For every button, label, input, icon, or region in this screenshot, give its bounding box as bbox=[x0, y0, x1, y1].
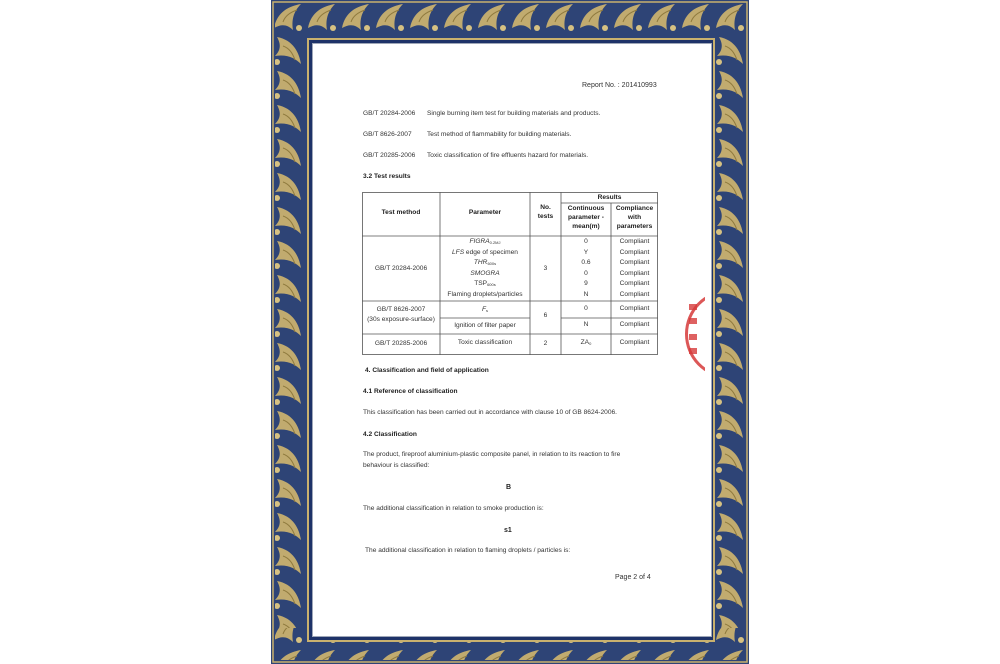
compliance-cell: Compliant bbox=[619, 248, 650, 256]
number-of-tests: 6 bbox=[543, 312, 548, 319]
parameter-cell: LFS edge of specimen bbox=[452, 248, 518, 256]
compliance-cell: Compliant bbox=[619, 305, 650, 312]
value-cell: N bbox=[583, 321, 589, 328]
reference-title: Single burning item test for building materials and products. bbox=[427, 110, 601, 117]
compliance-cell: Compliant bbox=[619, 321, 650, 328]
paragraph: behaviour is classified: bbox=[363, 462, 430, 469]
header-no: No. bbox=[540, 204, 551, 211]
official-seal bbox=[685, 290, 705, 372]
reference-code: GB/T 20284-2006 bbox=[363, 110, 416, 117]
header-compliance: Compliance bbox=[615, 205, 654, 212]
test-method: GB/T 8626-2007 bbox=[376, 306, 426, 313]
paragraph: The product, fireproof aluminium-plastic composite panel, in relation to its reaction to fire bbox=[363, 451, 621, 458]
subsection-heading: 4.2 Classification bbox=[363, 431, 417, 438]
compliance-cell: Compliant bbox=[619, 339, 650, 346]
header-continuous: Continuous bbox=[567, 205, 605, 212]
reference-code: GB/T 20285-2006 bbox=[363, 152, 416, 159]
reference-code: GB/T 8626-2007 bbox=[363, 131, 412, 138]
compliance-cell: Compliant bbox=[619, 238, 650, 245]
header-parameters: parameters bbox=[616, 223, 653, 230]
section-heading: 4. Classification and field of application bbox=[365, 367, 489, 374]
paragraph: This classification has been carried out in accordance with clause 10 of GB 8624-2006. bbox=[363, 409, 618, 416]
classification-value: B bbox=[506, 484, 512, 491]
report-number: Report No. : 201410993 bbox=[582, 82, 657, 89]
parameter-cell: Flaming droplets/particles bbox=[447, 290, 523, 298]
value-cell: 0 bbox=[584, 269, 588, 277]
header-parameter-mean: parameter - bbox=[568, 214, 604, 221]
test-method: GB/T 20284-2006 bbox=[374, 265, 428, 272]
test-results-table bbox=[362, 192, 658, 355]
parameter-cell: Ignition of filter paper bbox=[454, 322, 516, 329]
value-cell: 0.6 bbox=[581, 259, 591, 266]
test-method-note: (30s exposure-surface) bbox=[367, 316, 435, 323]
header-parameter: Parameter bbox=[468, 209, 502, 216]
parameter-cell: $FIGRA_{0.2MJ}$ bbox=[469, 238, 501, 245]
paragraph: The additional classification in relation to flaming droplets / particles is: bbox=[365, 547, 571, 554]
parameter-cell: SMOGRA bbox=[470, 269, 500, 277]
value-cell: $ZA_0$ bbox=[580, 339, 592, 346]
value-cell: N bbox=[583, 290, 589, 298]
compliance-cell: Compliant bbox=[619, 290, 650, 298]
parameter-cell: $F_s$ bbox=[481, 306, 489, 313]
compliance-cell: Compliant bbox=[619, 280, 650, 287]
value-cell: 0 bbox=[584, 305, 588, 312]
header-with: with bbox=[627, 214, 642, 221]
header-test-method: Test method bbox=[381, 209, 421, 216]
test-method: GB/T 20285-2006 bbox=[374, 340, 428, 347]
reference-title: Toxic classification of fire effluents hazard for materials. bbox=[427, 152, 589, 159]
paragraph: The additional classification in relation to smoke production is: bbox=[363, 505, 544, 512]
value-cell: 9 bbox=[584, 280, 588, 287]
compliance-cell: Compliant bbox=[619, 259, 650, 266]
parameter-cell: $TSP_{600s}$ bbox=[474, 280, 496, 287]
header-results: Results bbox=[597, 194, 622, 201]
compliance-cell: Compliant bbox=[619, 269, 650, 277]
classification-value: s1 bbox=[504, 527, 512, 534]
number-of-tests: 3 bbox=[543, 265, 548, 272]
header-tests: tests bbox=[537, 213, 554, 220]
reference-title: Test method of flammability for building materials. bbox=[427, 131, 572, 138]
page-number: Page 2 of 4 bbox=[615, 574, 651, 581]
number-of-tests: 2 bbox=[543, 340, 548, 347]
parameter-cell: $THR_{600s}$ bbox=[473, 259, 497, 266]
value-cell: 0 bbox=[584, 238, 588, 245]
parameter-cell: Toxic classification bbox=[457, 339, 513, 346]
value-cell: Y bbox=[583, 248, 589, 256]
section-heading: 3.2 Test results bbox=[363, 173, 411, 180]
subsection-heading: 4.1 Reference of classification bbox=[363, 388, 458, 395]
header-mean: mean(m) bbox=[572, 223, 600, 230]
